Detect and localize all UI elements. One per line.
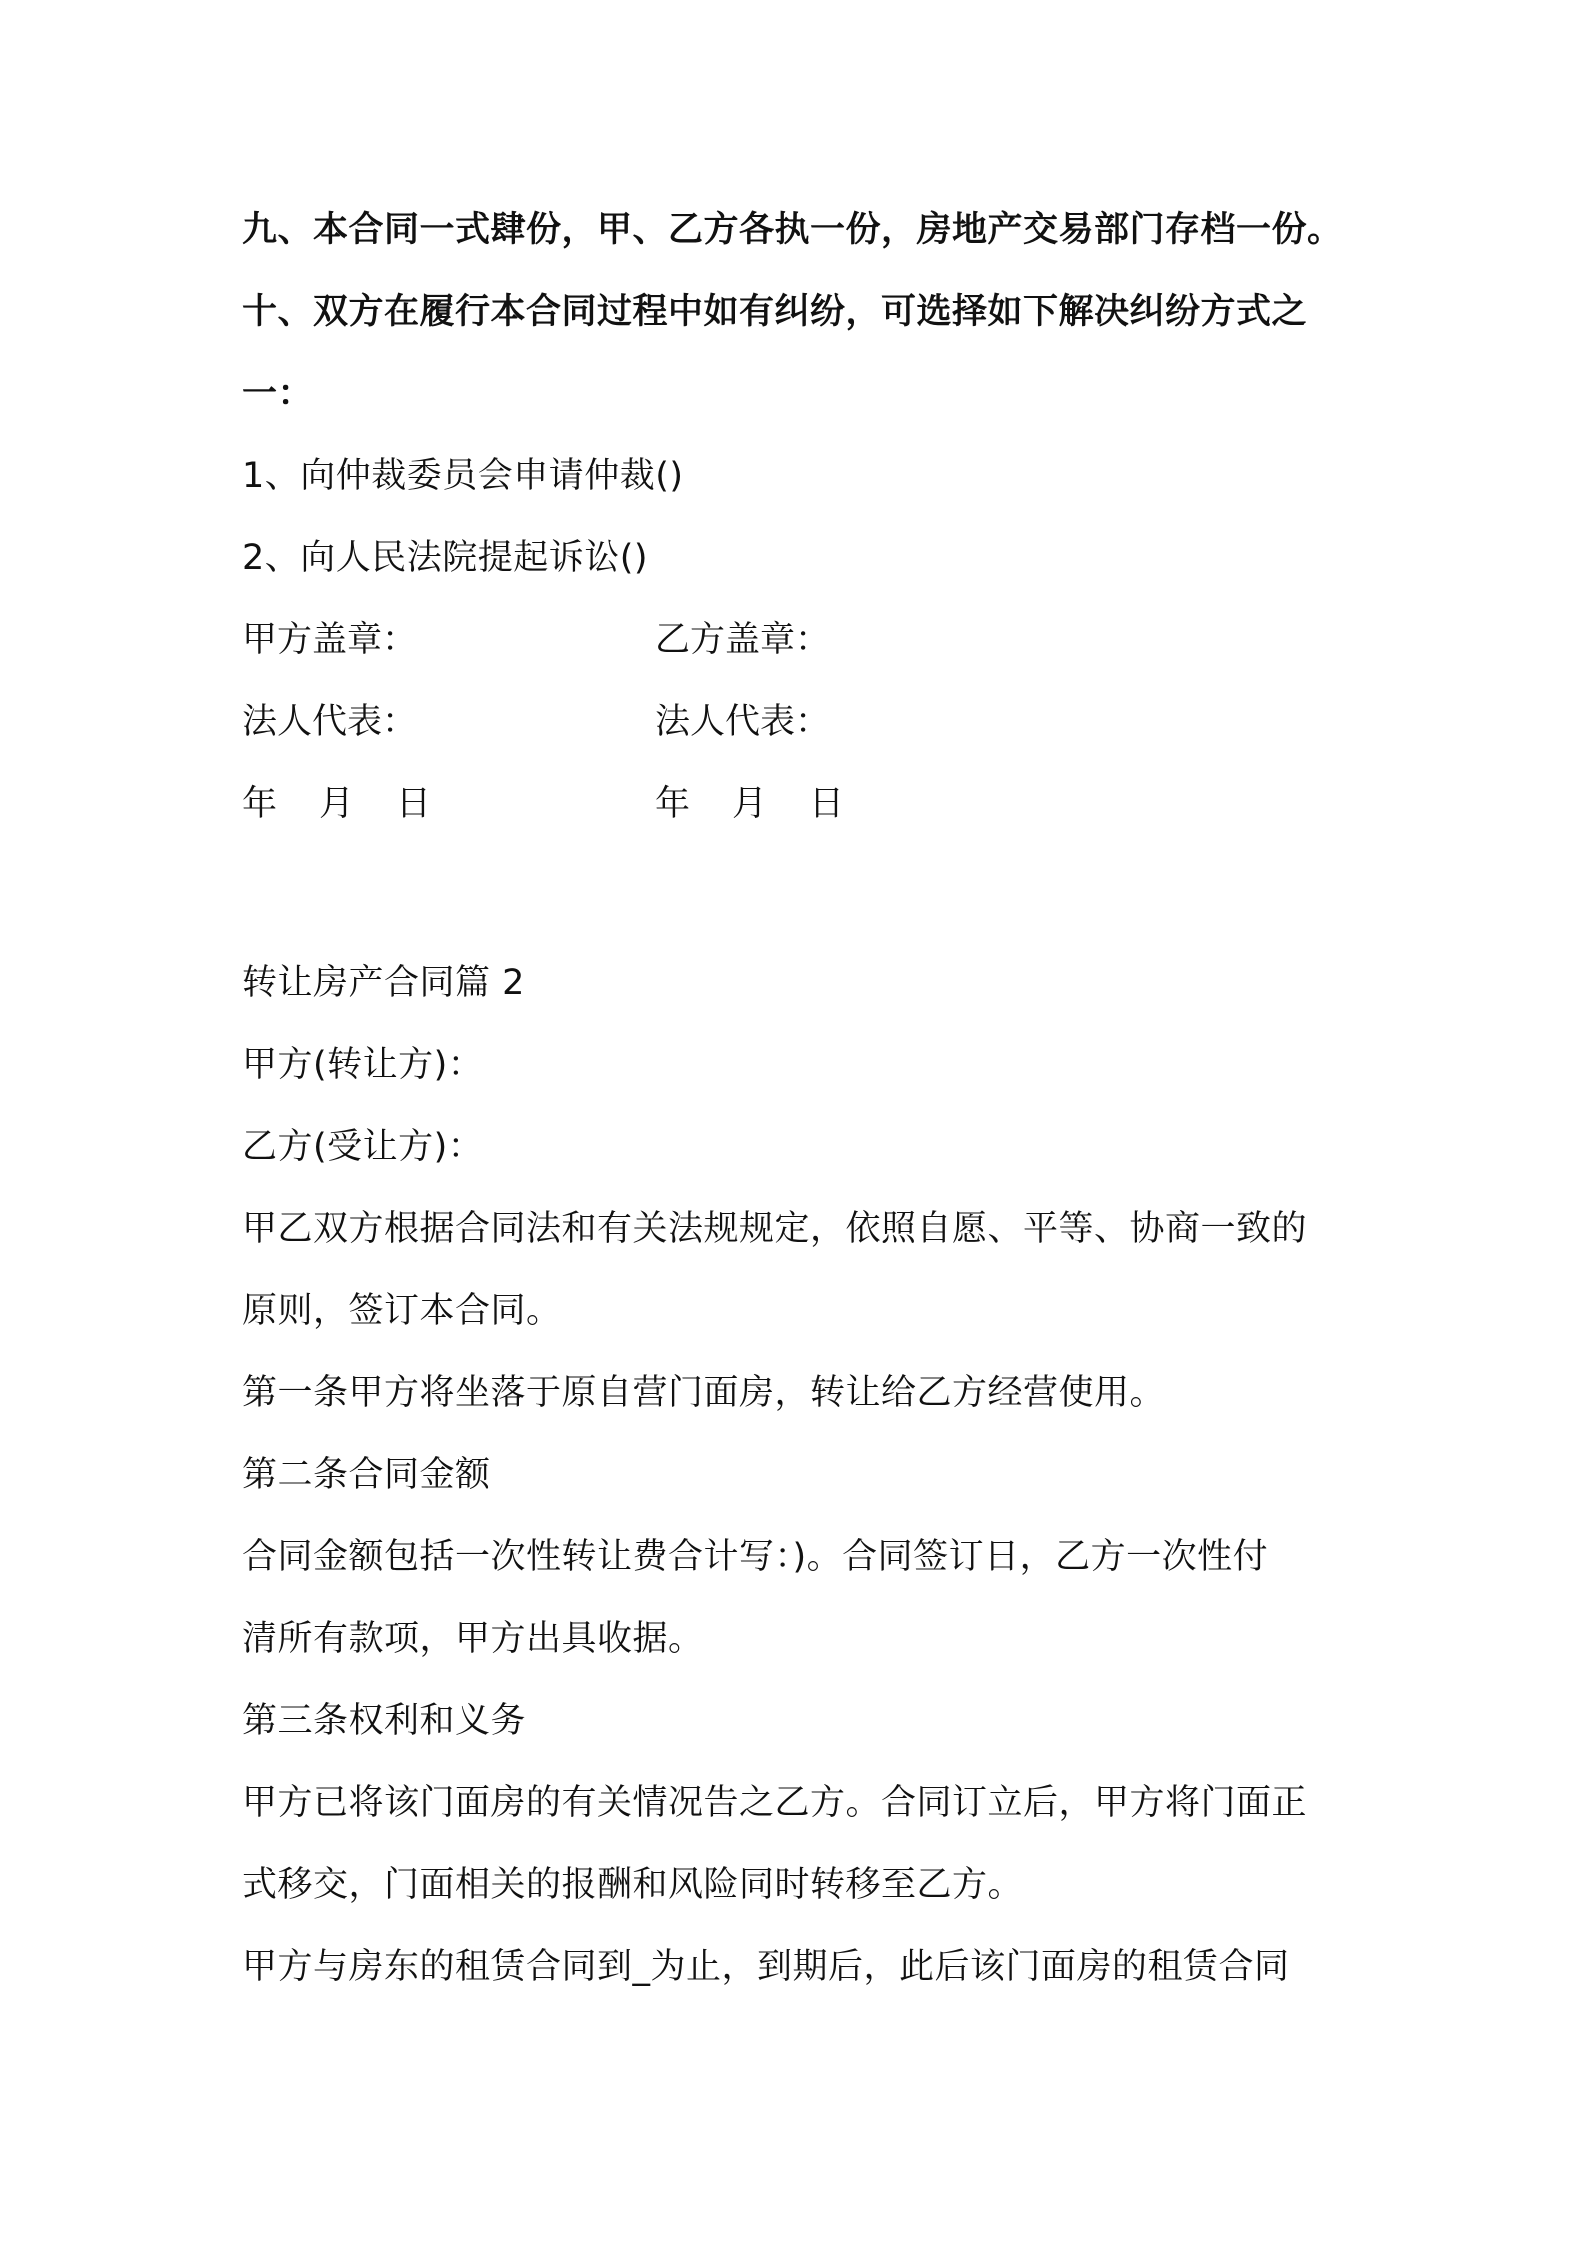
date-day-label: 日 [396, 784, 432, 824]
article-2-heading: 第二条合同金额 [242, 1455, 491, 1495]
section-title: 转让房产合同篇 2 [242, 963, 525, 1003]
date-year-label: 年 [655, 784, 691, 824]
article-2-line-2: 清所有款项，甲方出具收据。 [242, 1619, 704, 1659]
dispute-option-2: 2、向人民法院提起诉讼() [242, 538, 649, 578]
date-year-label: 年 [242, 784, 278, 824]
clause-9: 九、本合同一式肆份，甲、乙方各执一份，房地产交易部门存档一份。 [242, 210, 1343, 250]
party-a-rep-label: 法人代表： [242, 702, 418, 742]
party-a-transferor: 甲方(转让方)： [242, 1045, 484, 1085]
date-row [242, 779, 1362, 829]
party-b-transferee: 乙方(受让方)： [242, 1127, 484, 1167]
party-b-date [655, 779, 844, 829]
article-1: 第一条甲方将坐落于原自营门面房，转让给乙方经营使用。 [242, 1373, 1166, 1413]
party-a-date [242, 779, 431, 829]
dispute-option-1: 1、向仲裁委员会申请仲裁() [242, 456, 684, 496]
party-b-rep-label: 法人代表： [655, 702, 831, 742]
party-a-seal-label: 甲方盖章： [242, 620, 418, 660]
representative-row [242, 697, 1362, 747]
clause-10-line-2: 一： [242, 374, 314, 414]
preamble-line-2: 原则，签订本合同。 [242, 1291, 562, 1331]
article-3-line-1: 甲方已将该门面房的有关情况告之乙方。合同订立后，甲方将门面正 [242, 1783, 1308, 1823]
preamble-line-1: 甲乙双方根据合同法和有关法规规定，依照自愿、平等、协商一致的 [242, 1209, 1308, 1249]
seal-row [242, 615, 1362, 665]
article-3-line-2: 式移交，门面相关的报酬和风险同时转移至乙方。 [242, 1865, 1024, 1905]
article-3-heading: 第三条权利和义务 [242, 1701, 527, 1741]
article-2-line-1: 合同金额包括一次性转让费合计写：)。合同签订日，乙方一次性付 [242, 1537, 1269, 1577]
clause-10-line-1: 十、双方在履行本合同过程中如有纠纷，可选择如下解决纠纷方式之 [242, 292, 1308, 332]
article-3-line-3: 甲方与房东的租赁合同到_为止，到期后，此后该门面房的租赁合同 [242, 1947, 1290, 1987]
date-month-label: 月 [732, 784, 768, 824]
date-month-label: 月 [319, 784, 355, 824]
date-day-label: 日 [809, 784, 845, 824]
party-b-seal-label: 乙方盖章： [655, 620, 831, 660]
